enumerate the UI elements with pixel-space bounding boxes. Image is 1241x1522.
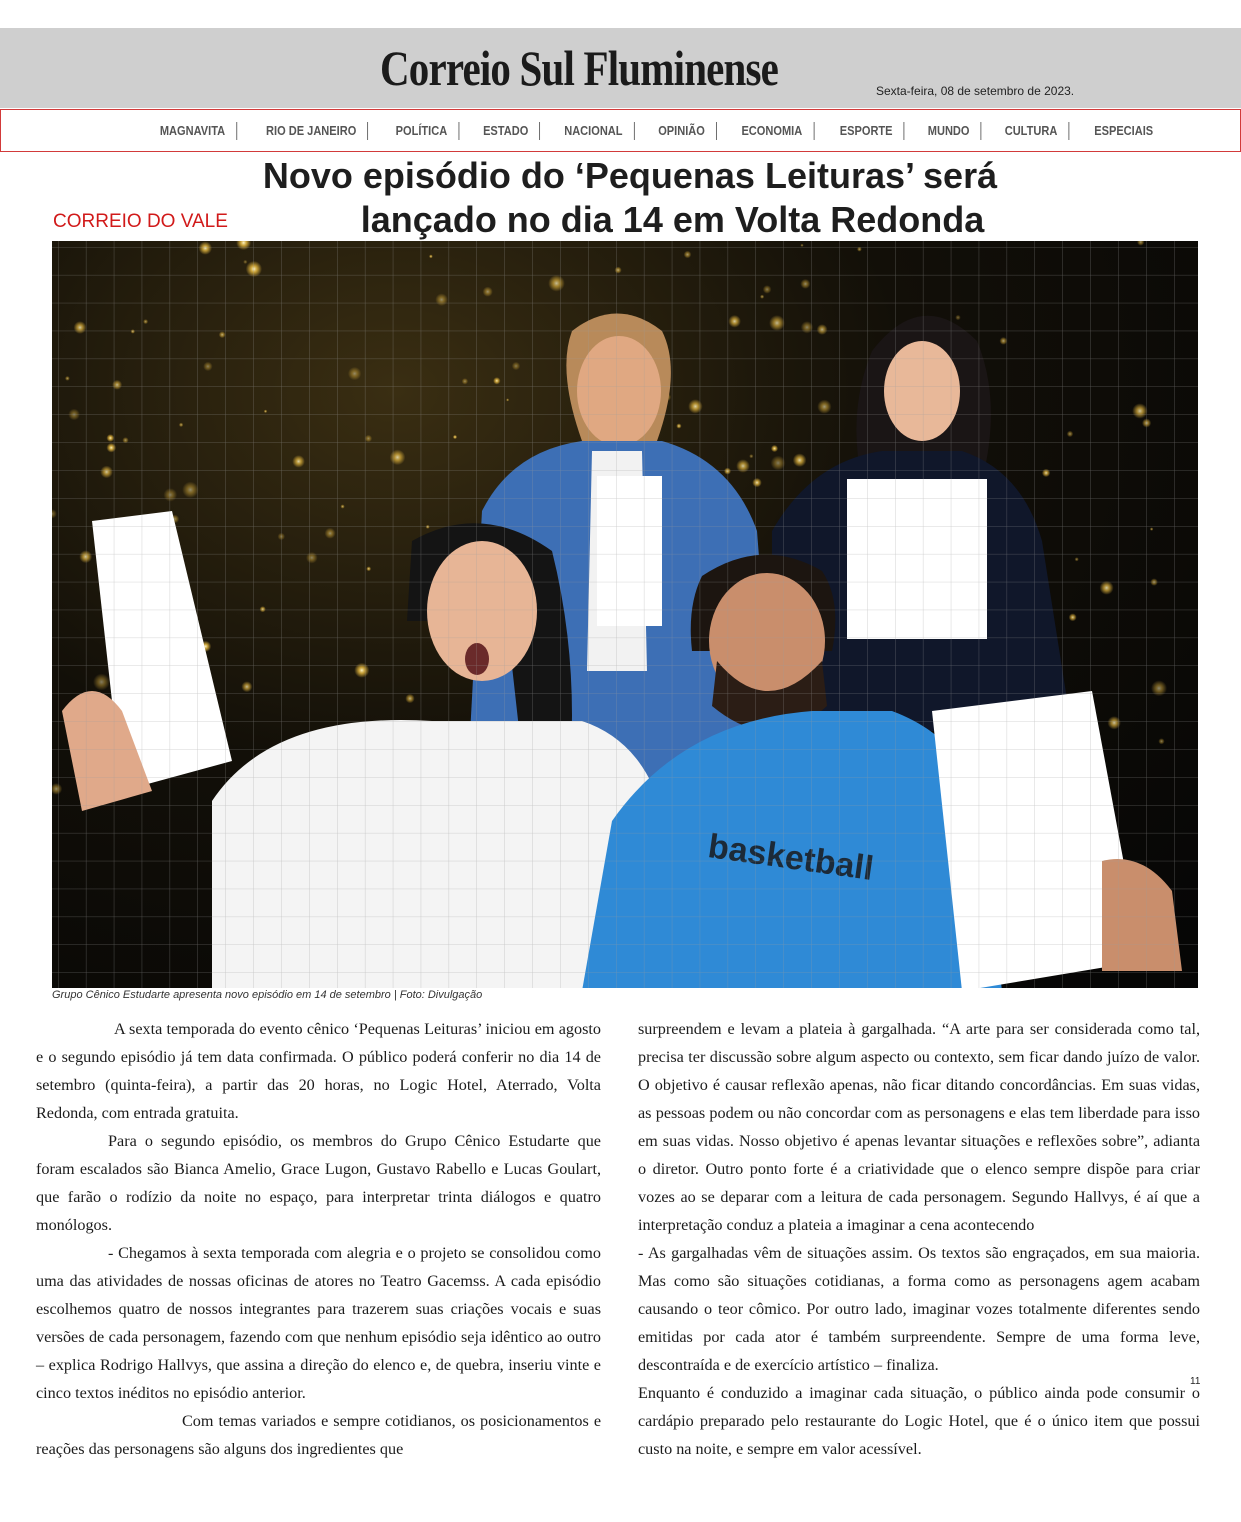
nav-item-politica[interactable]: POLÍTICA bbox=[385, 122, 460, 140]
article-column-right bbox=[638, 1015, 1200, 1463]
nav-item-magnavita[interactable]: MAGNAVITA bbox=[149, 122, 237, 140]
paragraph: A sexta temporada do evento cênico ‘Pequenas Leituras’ iniciou em agosto e o segundo episódio já tem data confirmada. O público poderá conferir no dia 14 de setembro (quinta-feira), a partir das 20 horas, no Logic Hotel, Aterrado, Volta Redonda, com entrada gratuita. bbox=[36, 1020, 601, 1122]
nav-item-especiais[interactable]: ESPECIAIS bbox=[1094, 123, 1154, 138]
edition-date: Sexta-feira, 08 de setembro de 2023. bbox=[876, 84, 1075, 98]
nav-item-rio-de-janeiro[interactable]: RIO DE JANEIRO bbox=[255, 122, 368, 140]
nav-item-mundo[interactable]: MUNDO bbox=[917, 122, 982, 140]
nav-item-opiniao[interactable]: OPINIÃO bbox=[648, 122, 718, 140]
photo-grid-overlay bbox=[52, 241, 1198, 988]
nav-item-esporte[interactable]: ESPORTE bbox=[829, 122, 905, 140]
nav-item-cultura[interactable]: CULTURA bbox=[994, 122, 1070, 140]
nav-item-nacional[interactable]: NACIONAL bbox=[553, 122, 634, 140]
newspaper-logo[interactable]: Correio Sul Fluminense bbox=[380, 40, 779, 96]
photo-caption: Grupo Cênico Estudarte apresenta novo episódio em 14 de setembro | Foto: Divulgação bbox=[52, 989, 483, 1001]
section-navbar bbox=[0, 109, 1241, 152]
masthead bbox=[0, 28, 1241, 108]
nav-item-estado[interactable]: ESTADO bbox=[472, 122, 540, 140]
article-column-left bbox=[36, 1015, 601, 1463]
headline-line-1: Novo episódio do ‘Pequenas Leituras’ será bbox=[262, 155, 998, 196]
nav-item-economia[interactable]: ECONOMIA bbox=[731, 122, 815, 140]
paragraph: Para o segundo episódio, os membros do Grupo Cênico Estudarte que foram escalados são Bianca Amelio, Grace Lugon, Gustavo Rabello e Lucas Goulart, que farão o rodízio da noite no espaço, para interpretar trinta diálogos e quatro monólogos. bbox=[36, 1132, 601, 1234]
article-headline bbox=[180, 154, 1080, 242]
article-photo bbox=[52, 241, 1198, 988]
paragraph: Com temas variados e sempre cotidianos, os posicionamentos e reações das personagens são alguns dos ingredientes que bbox=[36, 1412, 601, 1458]
photo-illustration bbox=[52, 241, 1198, 988]
paragraph: surpreendem e levam a plateia à gargalhada. “A arte para ser considerada como tal, precisa ter discussão sobre algum aspecto ou contexto, sem ficar dando juízo de valor. O objetivo é causar reflexão apenas, não ficar ditando concordâncias. Em suas vidas, as pessoas podem ou não concordar com as personagens e elas tem liberdade para isso em suas vidas. Nosso objetivo é apenas levantar situações e reflexões sobre”, adianta o diretor. Outro ponto forte é a criatividade que o elenco sempre dispõe para criar vozes ao se deparar com a leitura de cada personagem. Segundo Hallvys, é aí que a interpretação conduz a plateia a imaginar a cena acontecendo bbox=[638, 1020, 1200, 1234]
page-number: 11 bbox=[1190, 1376, 1201, 1387]
section-label[interactable]: CORREIO DO VALE bbox=[53, 211, 228, 232]
headline-line-2: lançado no dia 14 em Volta Redonda bbox=[360, 199, 985, 240]
paragraph: - As gargalhadas vêm de situações assim. Os textos são engraçados, em sua maioria. Mas como são situações cotidianas, a forma como as personagens agem acabam causando o teor cômico. Por outro lado, imaginar vozes totalmente diferentes sendo emitidas por cada ator é também surpreendente. Sempre de uma forma leve, descontraída e de exercício artístico – finaliza. bbox=[638, 1244, 1200, 1374]
paragraph: - Chegamos à sexta temporada com alegria e o projeto se consolidou como uma das atividades de nossas oficinas de atores no Teatro Gacemss. A cada episódio escolhemos quatro de nossos integrantes para trazerem suas criações vocais e suas versões de cada personagem, fazendo com que nenhum episódio seja idêntico ao outro – explica Rodrigo Hallvys, que assina a direção do elenco e, de quebra, inseriu vinte e cinco textos inéditos no episódio anterior. bbox=[36, 1244, 601, 1402]
paragraph: Enquanto é conduzido a imaginar cada situação, o público ainda pode consumir o cardápio preparado pelo restaurante do Logic Hotel, que é o único item que possui custo na noite, e sempre em valor acessível. bbox=[638, 1384, 1200, 1458]
